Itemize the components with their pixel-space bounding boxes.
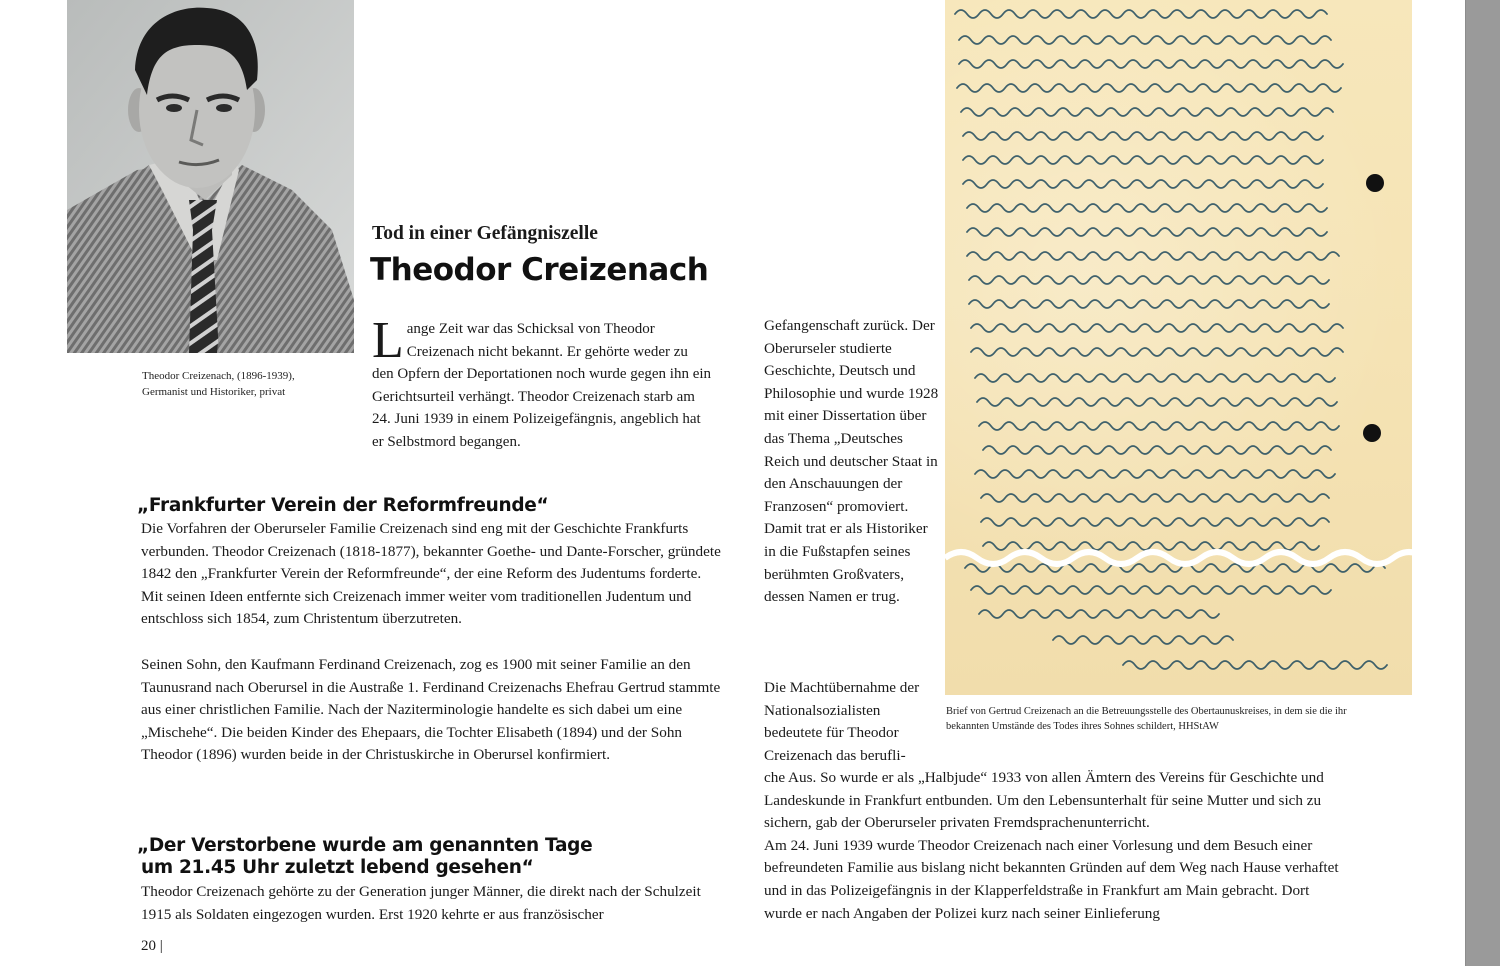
article-kicker: Tod in einer Gefängniszelle	[372, 223, 598, 244]
punch-hole	[1366, 174, 1384, 192]
right-column-paragraph: che Aus. So wurde er als „Halbjude“ 1933 von allen Ämtern des Vereins für Geschichte und Landeskunde in Frankfurt entbunden. Um den Lebensunterhalt für seine Mutter und sich zu sichern, gab der Oberurseler privaten Fremdsprachenunterricht.	[764, 769, 1324, 832]
portrait-photo	[67, 0, 354, 353]
article-title: Theodor Creizenach	[370, 252, 709, 288]
handwritten-letter-image	[945, 0, 1412, 695]
section-heading-line: „Der Verstorbene wurde am genannten Tage	[137, 835, 593, 856]
right-column-paragraph: Am 24. Juni 1939 wurde Theodor Creizenach nach einer Vorlesung und dem Besuch einer befreundeten Familie aus bislang nicht bekannten Gründen auf dem Weg nach Hause verhaftet und in das Polizeigefängnis in der Klapperfeldstraße in Frankfurt am Main gebracht. Dort wurde er nach Angaben der Polizei kurz nach seiner Einlieferung	[764, 836, 1339, 922]
letter-handwriting	[945, 0, 1412, 695]
letter-caption: Brief von Gertrud Creizenach an die Betreuungsstelle des Obertaunuskreises, in dem sie die ihr bekannten Umstände des Todes ihres Sohnes schildert, HHStAW	[946, 706, 1347, 732]
body-paragraph: Die Vorfahren der Oberurseler Familie Creizenach sind eng mit der Geschichte Frankfurts verbunden. Theodor Creizenach (1818-1877), bekannter Goethe- und Dante-Forscher, gründete 1842 den „Frankfurter Verein der Reformfreunde“, der eine Reform des Judentums forderte. Mit seinen Ideen entfernte sich Creizenach immer weiter vom traditionellen Judentum und entschloss sich 1854, zum Christentum überzutreten.	[141, 520, 721, 628]
photo-caption-line: Germanist und Historiker, privat	[142, 386, 286, 398]
photo-caption-line: Theodor Creizenach, (1896-1939),	[142, 370, 295, 382]
right-column-wide-text	[764, 767, 1344, 925]
cut-separator	[945, 552, 1412, 564]
portrait-illustration	[67, 0, 354, 353]
punch-hole	[1363, 424, 1381, 442]
lead-text: ange Zeit war das Schicksal von Theodor Creizenach nicht bekannt. Er gehörte weder zu den Opfern der Deportationen noch wurde gegen ihn ein Gerichtsurteil verhängt. Theodor Creizenach starb am 24. Juni 1939 in einem Polizeigefängnis, angeblich hat er Selbstmord begangen.	[372, 321, 712, 450]
section-heading-line: „Frankfurter Verein der Reformfreunde“	[137, 495, 549, 516]
body-paragraph: Seinen Sohn, den Kaufmann Ferdinand Creizenach, zog es 1900 mit seiner Familie an den Taunusrand nach Oberursel in die Austraße 1. Ferdinand Creizenachs Ehefrau Gertrud stammte aus einer christlichen Familie. Nach der Naziterminologie handelte es sich dabei um eine „Mischehe“. Die beiden Kinder des Ehepaars, die Tochter Elisabeth (1894) und der Sohn Theodor (1896) wurden beide in der Christuskirche in Oberursel konfirmiert.	[141, 656, 721, 764]
drop-cap: L	[372, 312, 404, 369]
section-heading	[137, 835, 617, 879]
photo-caption	[142, 368, 362, 400]
right-column-paragraph: Gefangenschaft zurück. Der Oberurseler studierte Geschichte, Deutsch und Philosophie und wurde 1928 mit einer Dissertation über das Thema „Deutsches Reich und deutscher Staat in den Anschauungen der Franzosen“ promoviert. Damit trat er als Historiker in die Fußstapfen seines berühmten Großvaters, dessen Namen er trug.	[764, 317, 939, 606]
viewer-background-edge	[1465, 0, 1500, 966]
lead-paragraph	[372, 312, 712, 453]
body-paragraph: Theodor Creizenach gehörte zu der Generation junger Männer, die direkt nach der Schulzeit 1915 als Soldaten eingezogen wurden. Erst 1920 kehrte er aus französischer	[141, 883, 701, 923]
section-heading-line: um 21.45 Uhr zuletzt lebend gesehen“	[141, 857, 534, 878]
section-heading	[137, 495, 548, 517]
page-number: 20 |	[141, 938, 163, 954]
right-column-paragraph: Die Machtübernahme der Nationalsozialisten bedeutete für Theodor Creizenach das berufli-	[764, 679, 920, 764]
